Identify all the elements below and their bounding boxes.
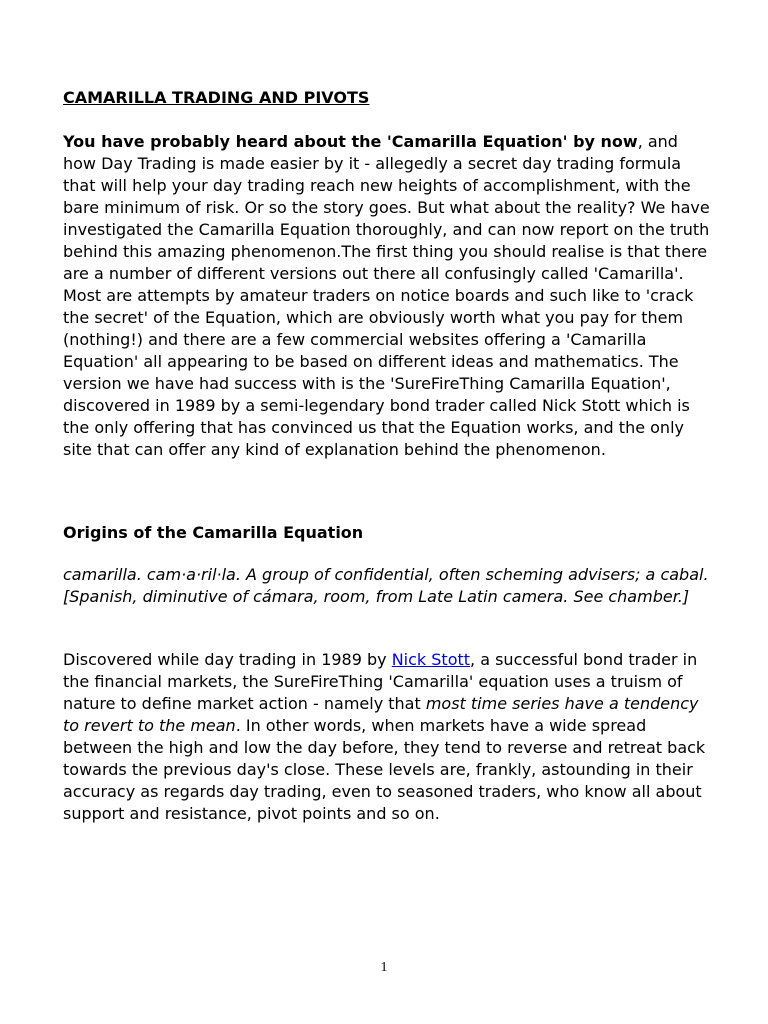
intro-lead: You have probably heard about the 'Camarilla Equation' by now — [63, 132, 638, 151]
intro-text: , and how Day Trading is made easier by it - allegedly a secret day trading formula that will help your day trading reach new heights of accomplishment, with the bare minimum of risk. Or so the story goes. But what about the reality? We have investigated the Camarilla Equation thoroughly, and can now report on the truth behind this amazing phenomenon.The first thing you should realise is that there are a number of different versions out there all confusingly called 'Camarilla'. Most are attempts by amateur traders on notice boards and such like to 'crack the secret' of the Equation, which are obviously worth what you pay for them (nothing!) and there are a few commercial websites offering a 'Camarilla Equation' all appearing to be based on different ideas and mathematics. The version we have had success with is the 'SureFireThing Camarilla Equation', discovered in 1989 by a semi-legendary bond trader called Nick Stott which is the only offering that has convinced us that the Equation works, and the only site that can offer any kind of explanation behind the phenomenon. — [63, 132, 710, 459]
origins-text-end: . In other words, when markets have a wide spread between the high and low the day before, they tend to reverse and retreat back towards the previous day's close. These levels are, frankly, astounding in their accuracy as regards day trading, even to seasoned traders, who know all about support and resistance, pivot points and so on. — [63, 716, 706, 823]
origins-emphasis: most time series have a tendency to revert to the mean — [63, 694, 699, 735]
document-title: CAMARILLA TRADING AND PIVOTS — [63, 88, 370, 107]
intro-paragraph — [63, 131, 713, 461]
origins-paragraph — [63, 649, 713, 825]
nick-stott-link[interactable]: Nick Stott — [391, 650, 471, 669]
origins-text-start: Discovered while day trading in 1989 by — [63, 650, 392, 669]
page-number: 1 — [380, 960, 388, 975]
origins-text-middle: , a successful bond trader in the financial markets, the SureFireThing 'Camarilla' equation uses a truism of nature to define market action - namely that — [63, 650, 698, 713]
section-heading: Origins of the Camarilla Equation — [63, 523, 364, 542]
definition-paragraph: camarilla. cam·a·ril·la. A group of confidential, often scheming advisers; a cabal.[Spanish, diminutive of cámara, room, from Late Latin camera. See chamber.] — [63, 565, 709, 606]
